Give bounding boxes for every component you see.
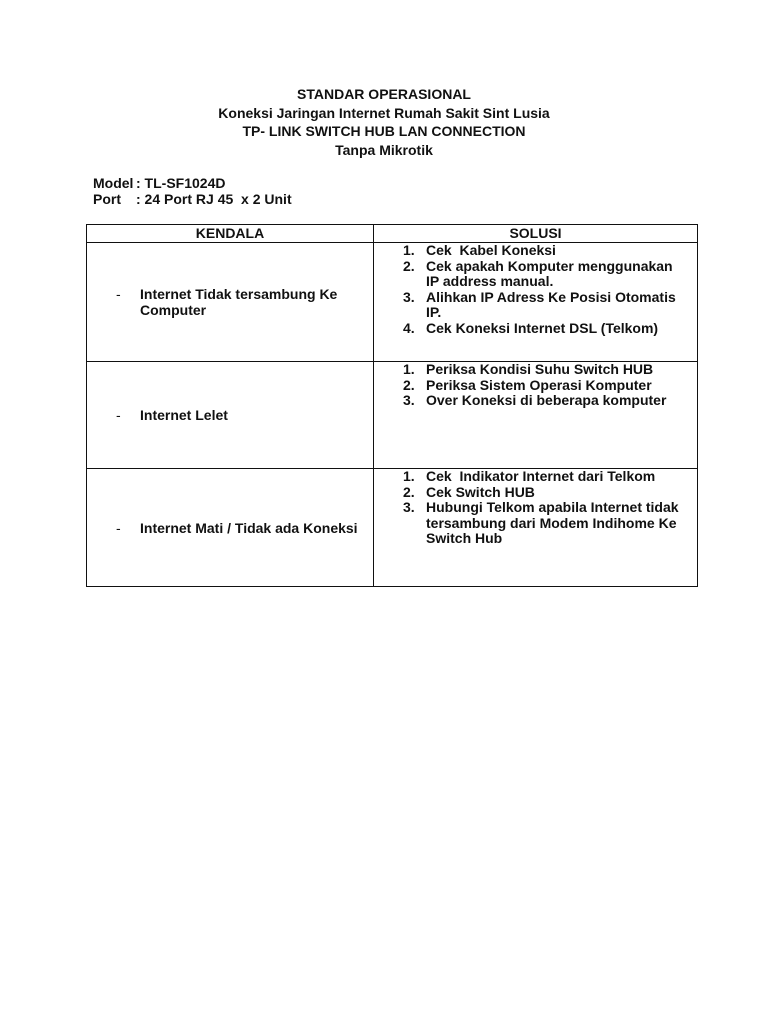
solusi-cell xyxy=(374,469,698,587)
header-kendala: KENDALA xyxy=(87,225,374,243)
list-text: Alihkan IP Adress Ke Posisi Otomatis IP. xyxy=(426,288,676,320)
list-text: Hubungi Telkom apabila Internet tidak tersambung dari Modem Indihome Ke Switch Hub xyxy=(426,499,679,546)
kendala-cell xyxy=(87,243,374,362)
list-number: 2. xyxy=(403,376,415,393)
list-text: Cek Indikator Internet dari Telkom xyxy=(426,468,656,484)
table-row xyxy=(87,243,698,362)
list-number: 3. xyxy=(403,499,415,515)
list-text: Periksa Sistem Operasi Komputer xyxy=(426,376,652,393)
kendala-text: Internet Mati / Tidak ada Koneksi xyxy=(140,519,358,536)
title-line-4: Tanpa Mikrotik xyxy=(335,141,433,158)
solusi-list xyxy=(374,469,697,547)
list-item xyxy=(374,362,697,378)
solusi-cell xyxy=(374,243,698,362)
bullet-dash: - xyxy=(116,519,121,536)
port-label: Port xyxy=(93,191,121,207)
list-item xyxy=(374,378,697,394)
list-number: 2. xyxy=(403,257,415,274)
port-value: : 24 Port RJ 45 x 2 Unit xyxy=(136,191,292,207)
solusi-cell xyxy=(374,362,698,469)
solusi-list xyxy=(374,362,697,409)
kendala-cell xyxy=(87,469,374,587)
document-title xyxy=(0,85,768,159)
list-number: 1. xyxy=(403,468,415,484)
solusi-list xyxy=(374,243,697,336)
title-line-2: Koneksi Jaringan Internet Rumah Sakit Sint Lusia xyxy=(218,104,550,121)
bullet-dash: - xyxy=(116,407,121,423)
kendala-text: Internet Tidak tersambung Ke Computer xyxy=(140,286,338,318)
kendala-cell xyxy=(87,362,374,469)
list-number: 4. xyxy=(403,319,415,336)
bullet-dash: - xyxy=(116,286,121,302)
list-item xyxy=(374,290,697,321)
table-header-row xyxy=(87,225,698,243)
title-line-3: TP- LINK SWITCH HUB LAN CONNECTION xyxy=(242,123,526,139)
list-item xyxy=(374,485,697,501)
list-item xyxy=(374,393,697,409)
list-number: 1. xyxy=(403,242,415,258)
title-line-1: STANDAR OPERASIONAL xyxy=(297,86,471,102)
list-number: 1. xyxy=(403,361,415,377)
kendala-text: Internet Lelet xyxy=(140,407,228,423)
header-solusi: SOLUSI xyxy=(374,225,698,243)
list-item xyxy=(374,259,697,290)
table-row xyxy=(87,362,698,469)
list-item xyxy=(374,469,697,485)
model-label: Model xyxy=(93,175,134,191)
sop-table xyxy=(86,224,698,587)
list-item xyxy=(374,321,697,337)
port-spec xyxy=(93,191,292,207)
list-text: Cek Switch HUB xyxy=(426,483,535,500)
table-row xyxy=(87,469,698,587)
list-item xyxy=(374,243,697,259)
model-spec xyxy=(93,175,225,191)
list-text: Cek Kabel Koneksi xyxy=(426,242,556,258)
list-text: Periksa Kondisi Suhu Switch HUB xyxy=(426,361,654,377)
model-value: : TL-SF1024D xyxy=(136,175,226,191)
list-number: 3. xyxy=(403,392,415,408)
list-text: Cek Koneksi Internet DSL (Telkom) xyxy=(426,319,659,336)
list-number: 3. xyxy=(403,288,415,305)
list-text: Over Koneksi di beberapa komputer xyxy=(426,392,667,408)
list-number: 2. xyxy=(403,483,415,500)
list-text: Cek apakah Komputer menggunakan IP address manual. xyxy=(426,257,673,289)
list-item xyxy=(374,500,697,547)
